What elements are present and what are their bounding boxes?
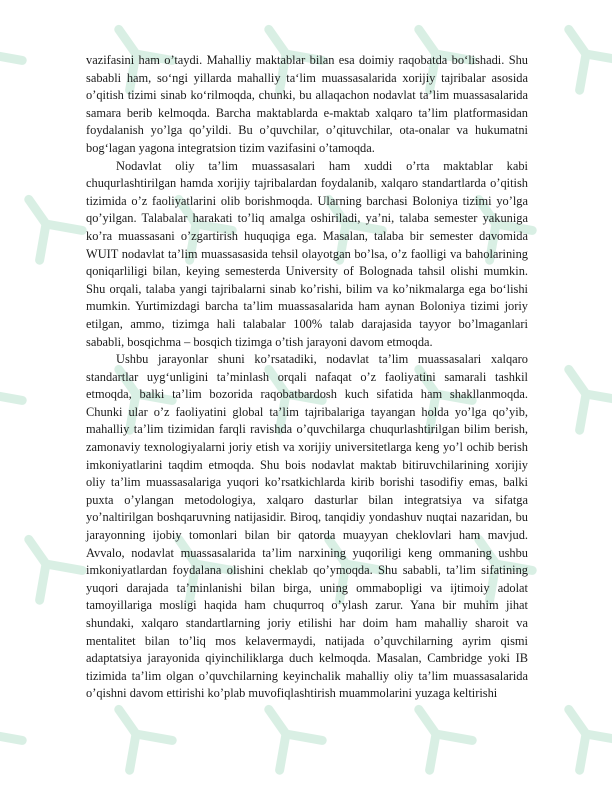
watermark-mark: [547, 355, 612, 431]
paragraph-2: Nodavlat oliy ta’lim muassasalari ham xuddi o’rta maktablar kabi chuqurlashtirilgan hamda xorijiy tajribalardan foydalanib, xalqaro standartlarda o’qitish tizimida o’z faoliyatlarini olib borishmoqda. Ularning barchasi Boloniya tizimi yo’lga qo’yilgan. Talabalar harakati to’liq amalga oshiriladi, ya’ni, talaba semester yakuniga ko’ra muassasani o’zgartirish huquqiga ega. Masalan, talaba bir semester davomida WUIT nodavlat ta’lim muassasasida tehsil olayotgan bo’lsa, o’z faolligi va baholarining qoniqarliligi bilan, keying semesterda University of Bolognada tahsil olishi mumkin. Shu orqali, talaba yangi tajribalarni sinab ko’rishi, bilim va ko’nikmalarga ega bo‘lishi mumkin. Yurtimizdagi barcha ta’lim muassasalarida ham aynan Boloniya tizimi joriy etilgan, ammo, tizimga hali talabalar 100% talab darajasida tayyor bo’lmaganlari sababli, bosqichma – bosqich tizimga o’tish jarayoni davom etmoqda.: [86, 158, 528, 349]
watermark-mark: [247, 695, 322, 771]
paragraph-3: Ushbu jarayonlar shuni ko’rsatadiki, nodavlat ta’lim muassasalari xalqaro standartlar uyg‘unligini ta’minlash orqali nafaqat o’z faoliyatini samarali tashkil etmoqda, balki ta’lim bozorida raqobatbardosh kuch sifatida ham shakllanmoqda. Chunki ular o’z faoliyatini global ta’lim tajribalariga tayangan holda yo’lga qo’yib, mahalliy ta’lim tizimidan farqli ravishda o’quvchilarga chuqurlashtirilgan bilim berish, zamonaviy texnologiyalarni joriy etish va xorijiy universitetlarga keng yo’l ochib berish imkoniyatlarini taqdim etmoqda. Shu bois nodavlat maktab bitiruvchilarining xorijiy oliy ta’lim muassasalariga yuqori ko’rsatkichlarda kirib borishi tasodifiy emas, balki puxta o’ylangan metodologiya, xalqaro dasturlar bilan integratsiya va sifatga yo’naltirilgan boshqaruvning natijasidir. Biroq, tanqidiy yondashuv nuqtai nazaridan, bu jarayonning ijobiy tomonlari bilan bir qatorda muayyan cheklovlari ham mavjud. Avvalo, nodavlat muassasalarida ta’lim narxining yuqoriligi keng ommaning ushbu imkoniyatlardan foydalana olishini cheklab qo’ymoqda. Shu sababli, ta’lim sifatining yuqori darajada ta’minlanishi bilan birga, uning ommabopligi va ijtimoiy adolat tamoyillariga mosligi haqida ham chuqurroq o’ylash zarur. Yana bir muhim jihat shundaki, xalqaro standartlarning joriy etilishi har doim ham mahalliy sharoit va mentalitet bilan to’liq mos kelavermaydi, natijada o’quvchilarning ayrim qismi adaptatsiya jarayonida qiyinchiliklarga duch kelmoqda. Masalan, Cambridge yoki IB tizimida ta’lim olgan o’quvchilarning keyinchalik mahalliy oliy ta’lim muassasalarida o’qishni davom ettirishi ko’plab muvofiqlashtirish muammolarini yuzaga keltirishi: [86, 352, 528, 701]
watermark-mark: [0, 695, 22, 771]
watermark-mark: [547, 15, 612, 91]
document-body: [86, 52, 528, 703]
paragraph-1: vazifasini ham o’taydi. Mahalliy maktablar bilan esa doimiy raqobatda bo‘lishadi. Shu sababli ham, so‘ngi yillarda mahalliy ta‘lim muassasalarida xorijiy tajribalar asosida o’qitish tizimi sinab ko‘rilmoqda, chunki, bu allaqachon nodavlat ta’lim muassasalarida samara berib kelmoqda. Barcha maktablarda e-maktab xalqaro ta’lim platformasidan foydalanish yo’lga qo’yildi. Bu o’quvchilar, o’qituvchilar, ota-onalar va hukumatni bog‘lagan yagona integratsion tizim vazifasini o’tamoqda.: [86, 53, 528, 155]
watermark-mark: [7, 525, 82, 601]
watermark-mark: [607, 525, 612, 601]
watermark-mark: [397, 695, 472, 771]
watermark-mark: [547, 695, 612, 771]
watermark-mark: [7, 185, 82, 261]
watermark-mark: [0, 355, 22, 431]
watermark-mark: [97, 695, 172, 771]
watermark-mark: [607, 185, 612, 261]
watermark-mark: [0, 15, 22, 91]
